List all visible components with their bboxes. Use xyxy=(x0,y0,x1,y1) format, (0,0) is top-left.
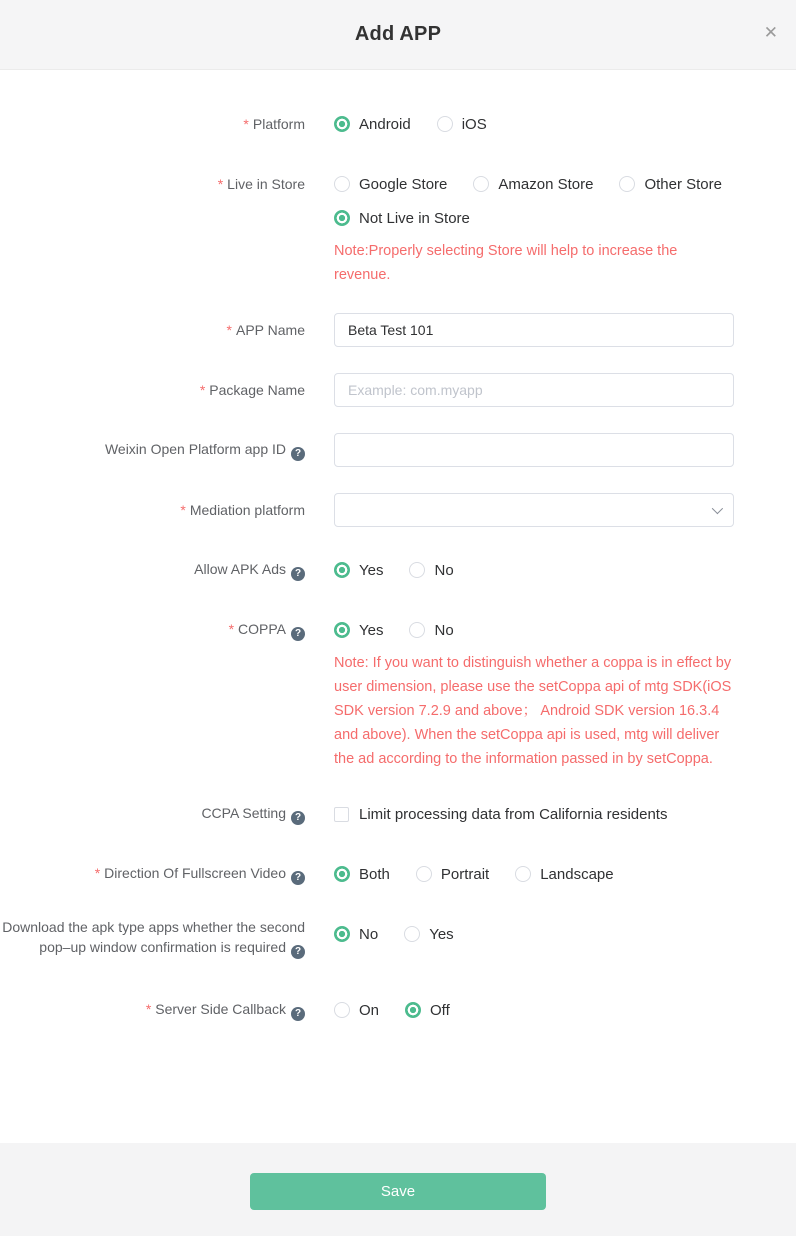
apk-confirmation-label: Download the apk type apps whether the second pop–up window confirmation is required ? xyxy=(2,919,305,957)
radio-checked-icon xyxy=(334,562,350,578)
ccpa-checkbox-label: Limit processing data from California residents xyxy=(359,805,668,823)
required-asterisk: * xyxy=(217,176,224,192)
row-app-name xyxy=(0,313,796,347)
modal-header xyxy=(0,0,796,70)
weixin-app-id-label: Weixin Open Platform app ID ? xyxy=(0,433,305,467)
package-name-label: * Package Name xyxy=(199,382,305,398)
app-name-label: * APP Name xyxy=(226,322,305,338)
radio-coppa-no[interactable] xyxy=(409,622,453,639)
help-icon[interactable]: ? xyxy=(291,627,305,641)
radio-label: Portrait xyxy=(440,865,490,883)
mediation-platform-select[interactable] xyxy=(334,493,734,527)
row-coppa xyxy=(0,613,796,771)
radio-unchecked-icon xyxy=(515,866,531,882)
required-asterisk: * xyxy=(94,865,101,881)
radio-direction-landscape[interactable] xyxy=(515,866,613,883)
radio-apk-ads-yes[interactable] xyxy=(334,562,383,579)
radio-direction-both[interactable] xyxy=(334,866,390,883)
help-icon[interactable]: ? xyxy=(291,945,305,959)
radio-label: Both xyxy=(359,865,390,883)
radio-label: Not Live in Store xyxy=(359,209,470,227)
direction-label: * Direction Of Fullscreen Video ? xyxy=(0,857,305,891)
radio-checked-icon xyxy=(405,1002,421,1018)
radio-label: No xyxy=(434,561,454,579)
radio-checked-icon xyxy=(334,116,350,132)
row-package-name xyxy=(0,373,796,407)
radio-checked-icon xyxy=(334,210,350,226)
row-ccpa-setting xyxy=(0,797,796,831)
radio-callback-on[interactable] xyxy=(334,1002,379,1019)
required-asterisk: * xyxy=(199,382,206,398)
close-icon[interactable]: ✕ xyxy=(763,23,778,42)
row-platform xyxy=(0,107,796,141)
radio-unchecked-icon xyxy=(334,176,350,192)
radio-label: Amazon Store xyxy=(498,175,594,193)
coppa-label: * COPPA ? xyxy=(0,613,305,647)
radio-label: Yes xyxy=(359,561,384,579)
add-app-form xyxy=(0,70,796,1083)
radio-label: No xyxy=(359,925,379,943)
row-apk-confirmation xyxy=(0,917,796,959)
radio-unchecked-icon xyxy=(409,562,425,578)
allow-apk-ads-label: Allow APK Ads ? xyxy=(0,553,305,587)
weixin-app-id-input[interactable] xyxy=(334,433,734,467)
radio-checked-icon xyxy=(334,926,350,942)
radio-other-store[interactable] xyxy=(619,176,722,193)
radio-label: Google Store xyxy=(359,175,448,193)
row-mediation-platform xyxy=(0,493,796,527)
radio-amazon-store[interactable] xyxy=(473,176,593,193)
radio-unchecked-icon xyxy=(473,176,489,192)
row-server-side-callback xyxy=(0,993,796,1027)
radio-label: Yes xyxy=(359,621,384,639)
platform-label: * Platform xyxy=(243,116,305,132)
row-weixin-app-id xyxy=(0,433,796,467)
radio-label: iOS xyxy=(461,115,487,133)
radio-label: Off xyxy=(430,1001,450,1019)
row-allow-apk-ads xyxy=(0,553,796,587)
required-asterisk: * xyxy=(145,1001,152,1017)
help-icon[interactable]: ? xyxy=(291,811,305,825)
coppa-note: Note: If you want to distinguish whether a coppa is in effect by user dimension, please use the setCoppa api of mtg SDK(iOS SDK version 7.2.9 and above； Android SDK version 16.3.4 and above). When the setCoppa api is used, mtg will deliver the ad according to the information passed in by setCoppa. xyxy=(334,655,732,767)
app-name-input[interactable] xyxy=(334,313,734,347)
required-asterisk: * xyxy=(228,621,235,637)
radio-checked-icon xyxy=(334,622,350,638)
radio-unchecked-icon xyxy=(619,176,635,192)
radio-not-live-in-store[interactable] xyxy=(334,210,470,227)
server-side-callback-label: * Server Side Callback ? xyxy=(0,993,305,1027)
page-title: Add APP xyxy=(354,23,442,45)
radio-platform-android[interactable] xyxy=(334,116,411,133)
radio-unchecked-icon xyxy=(437,116,453,132)
radio-apk-confirm-no[interactable] xyxy=(334,926,378,943)
package-name-input[interactable] xyxy=(334,373,734,407)
radio-label: On xyxy=(359,1001,380,1019)
required-asterisk: * xyxy=(243,116,249,132)
radio-label: Landscape xyxy=(540,865,614,883)
radio-apk-ads-no[interactable] xyxy=(409,562,453,579)
live-in-store-label: * Live in Store xyxy=(217,176,305,192)
radio-label: Other Store xyxy=(644,175,722,193)
help-icon[interactable]: ? xyxy=(291,871,305,885)
row-direction-fullscreen-video xyxy=(0,857,796,891)
required-asterisk: * xyxy=(180,502,186,518)
radio-label: No xyxy=(434,621,454,639)
radio-checked-icon xyxy=(334,866,350,882)
radio-apk-confirm-yes[interactable] xyxy=(404,926,453,943)
mediation-platform-label: * Mediation platform xyxy=(180,502,305,518)
store-note: Note:Properly selecting Store will help to increase the revenue. xyxy=(334,243,678,283)
radio-coppa-yes[interactable] xyxy=(334,622,383,639)
radio-label: Yes xyxy=(429,925,454,943)
ccpa-setting-label: CCPA Setting ? xyxy=(0,797,305,831)
radio-unchecked-icon xyxy=(416,866,432,882)
row-live-in-store xyxy=(0,167,796,287)
required-asterisk: * xyxy=(226,322,232,338)
radio-platform-ios[interactable] xyxy=(437,116,487,133)
chevron-down-icon xyxy=(712,503,723,514)
radio-google-store[interactable] xyxy=(334,176,447,193)
modal-footer xyxy=(0,1143,796,1236)
save-button[interactable]: Save xyxy=(250,1173,546,1210)
radio-callback-off[interactable] xyxy=(405,1002,450,1019)
radio-unchecked-icon xyxy=(409,622,425,638)
checkbox-unchecked-icon xyxy=(334,807,349,822)
radio-unchecked-icon xyxy=(334,1002,350,1018)
radio-label: Android xyxy=(359,115,411,133)
ccpa-checkbox-option[interactable] xyxy=(334,806,667,823)
help-icon[interactable]: ? xyxy=(291,567,305,581)
help-icon[interactable]: ? xyxy=(291,447,305,461)
radio-direction-portrait[interactable] xyxy=(416,866,489,883)
help-icon[interactable]: ? xyxy=(291,1007,305,1021)
radio-unchecked-icon xyxy=(404,926,420,942)
